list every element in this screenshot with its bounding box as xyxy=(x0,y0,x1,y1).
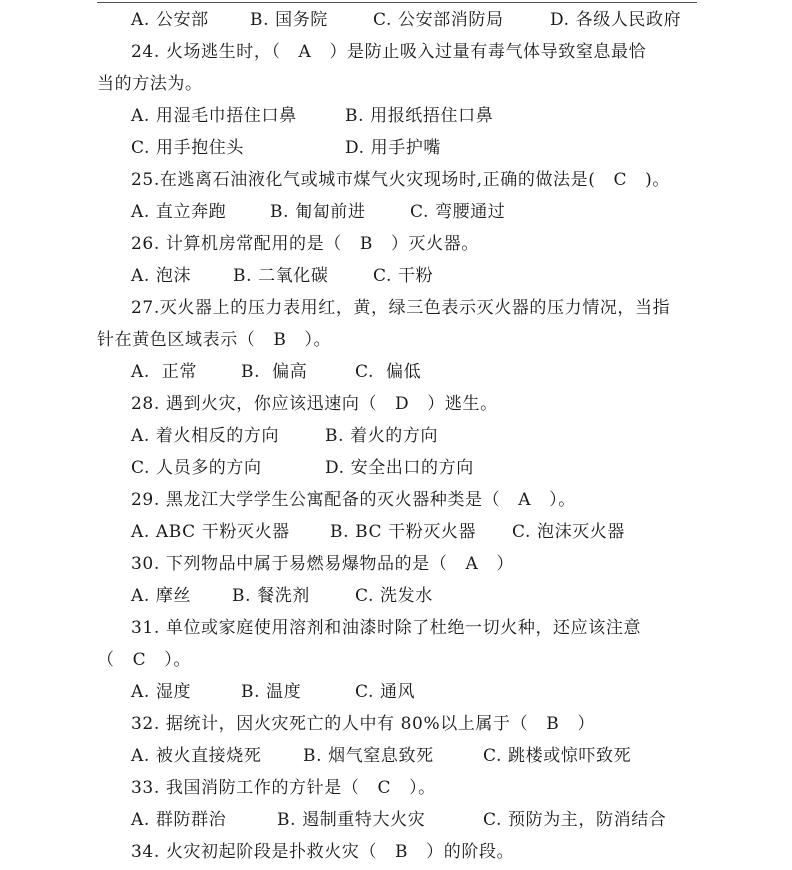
answer-option: C. 洗发水 xyxy=(355,586,433,606)
answer-option: B. 国务院 xyxy=(250,10,328,30)
answer-option: C. 干粉 xyxy=(373,266,434,286)
answer-option: C. 人员多的方向 xyxy=(131,458,262,478)
answer-option: A. 湿度 xyxy=(131,682,192,702)
question-continuation: 针在黄色区域表示（ B ）。 xyxy=(97,330,332,350)
answer-option: A. 被火直接烧死 xyxy=(131,746,262,766)
answer-option: A. 着火相反的方向 xyxy=(131,426,280,446)
answer-option: C. 用手抱住头 xyxy=(131,138,245,158)
answer-option: A. 直立奔跑 xyxy=(131,202,227,222)
question-text: 27.灭火器上的压力表用红，黄，绿三色表示灭火器的压力情况，当指 xyxy=(131,298,671,318)
question-continuation: 当的方法为。 xyxy=(97,74,203,94)
question-text: 30. 下列物品中属于易燃易爆物品的是（ A ） xyxy=(131,554,514,574)
question-continuation: （ C ）。 xyxy=(97,650,191,670)
answer-option: B. 温度 xyxy=(241,682,302,702)
answer-option: C. 预防为主，防消结合 xyxy=(483,810,667,830)
answer-option: A. 群防群治 xyxy=(131,810,227,830)
answer-option: B. 用报纸捂住口鼻 xyxy=(345,106,494,126)
answer-option: D. 安全出口的方向 xyxy=(325,458,474,478)
answer-option: C. 跳楼或惊吓致死 xyxy=(483,746,632,766)
answer-option: D. 用手护嘴 xyxy=(345,138,442,158)
answer-option: A. 正常 xyxy=(131,362,198,382)
answer-option: C. 偏低 xyxy=(355,362,422,382)
answer-option: A. 摩丝 xyxy=(131,586,192,606)
question-text: 24. 火场逃生时，（ A ）是防止吸入过量有毒气体导致窒息最恰 xyxy=(131,42,647,62)
answer-option: A. 泡沫 xyxy=(131,266,192,286)
answer-option: B. 着火的方向 xyxy=(325,426,439,446)
answer-option: B. 遏制重特大火灾 xyxy=(277,810,426,830)
answer-option: C. 通风 xyxy=(355,682,416,702)
answer-option: B. 偏高 xyxy=(241,362,308,382)
question-text: 32. 据统计，因火灾死亡的人中有 80%以上属于（ B ） xyxy=(131,714,595,734)
answer-option: A. 公安部 xyxy=(131,10,209,30)
answer-option: C. 公安部消防局 xyxy=(373,10,504,30)
answer-option: B. 匍匐前进 xyxy=(270,202,366,222)
question-text: 26. 计算机房常配用的是（ B ）灭火器。 xyxy=(131,234,479,254)
answer-option: B. 餐洗剂 xyxy=(232,586,310,606)
answer-option: B. 二氧化碳 xyxy=(233,266,329,286)
question-text: 28. 遇到火灾，你应该迅速向（ D ）逃生。 xyxy=(131,394,498,414)
question-text: 31. 单位或家庭使用溶剂和油漆时除了杜绝一切火种，还应该注意 xyxy=(131,618,642,638)
question-text: 29. 黑龙江大学学生公寓配备的灭火器种类是（ A ）。 xyxy=(131,490,576,510)
question-text: 33. 我国消防工作的方针是（ C ）。 xyxy=(131,778,436,798)
answer-option: C. 泡沫灭火器 xyxy=(512,522,626,542)
answer-option: A. ABC 干粉灭火器 xyxy=(131,522,290,542)
question-text: 34. 火灾初起阶段是扑救火灾（ B ）的阶段。 xyxy=(131,842,515,862)
question-text: 25.在逃离石油液化气或城市煤气火灾现场时,正确的做法是( C )。 xyxy=(131,170,670,190)
answer-option: D. 各级人民政府 xyxy=(550,10,682,30)
answer-option: A. 用湿毛巾捂住口鼻 xyxy=(131,106,297,126)
answer-option: B. BC 干粉灭火器 xyxy=(330,522,477,542)
answer-option: C. 弯腰通过 xyxy=(410,202,506,222)
answer-option: B. 烟气窒息致死 xyxy=(303,746,434,766)
top-divider xyxy=(97,2,697,3)
